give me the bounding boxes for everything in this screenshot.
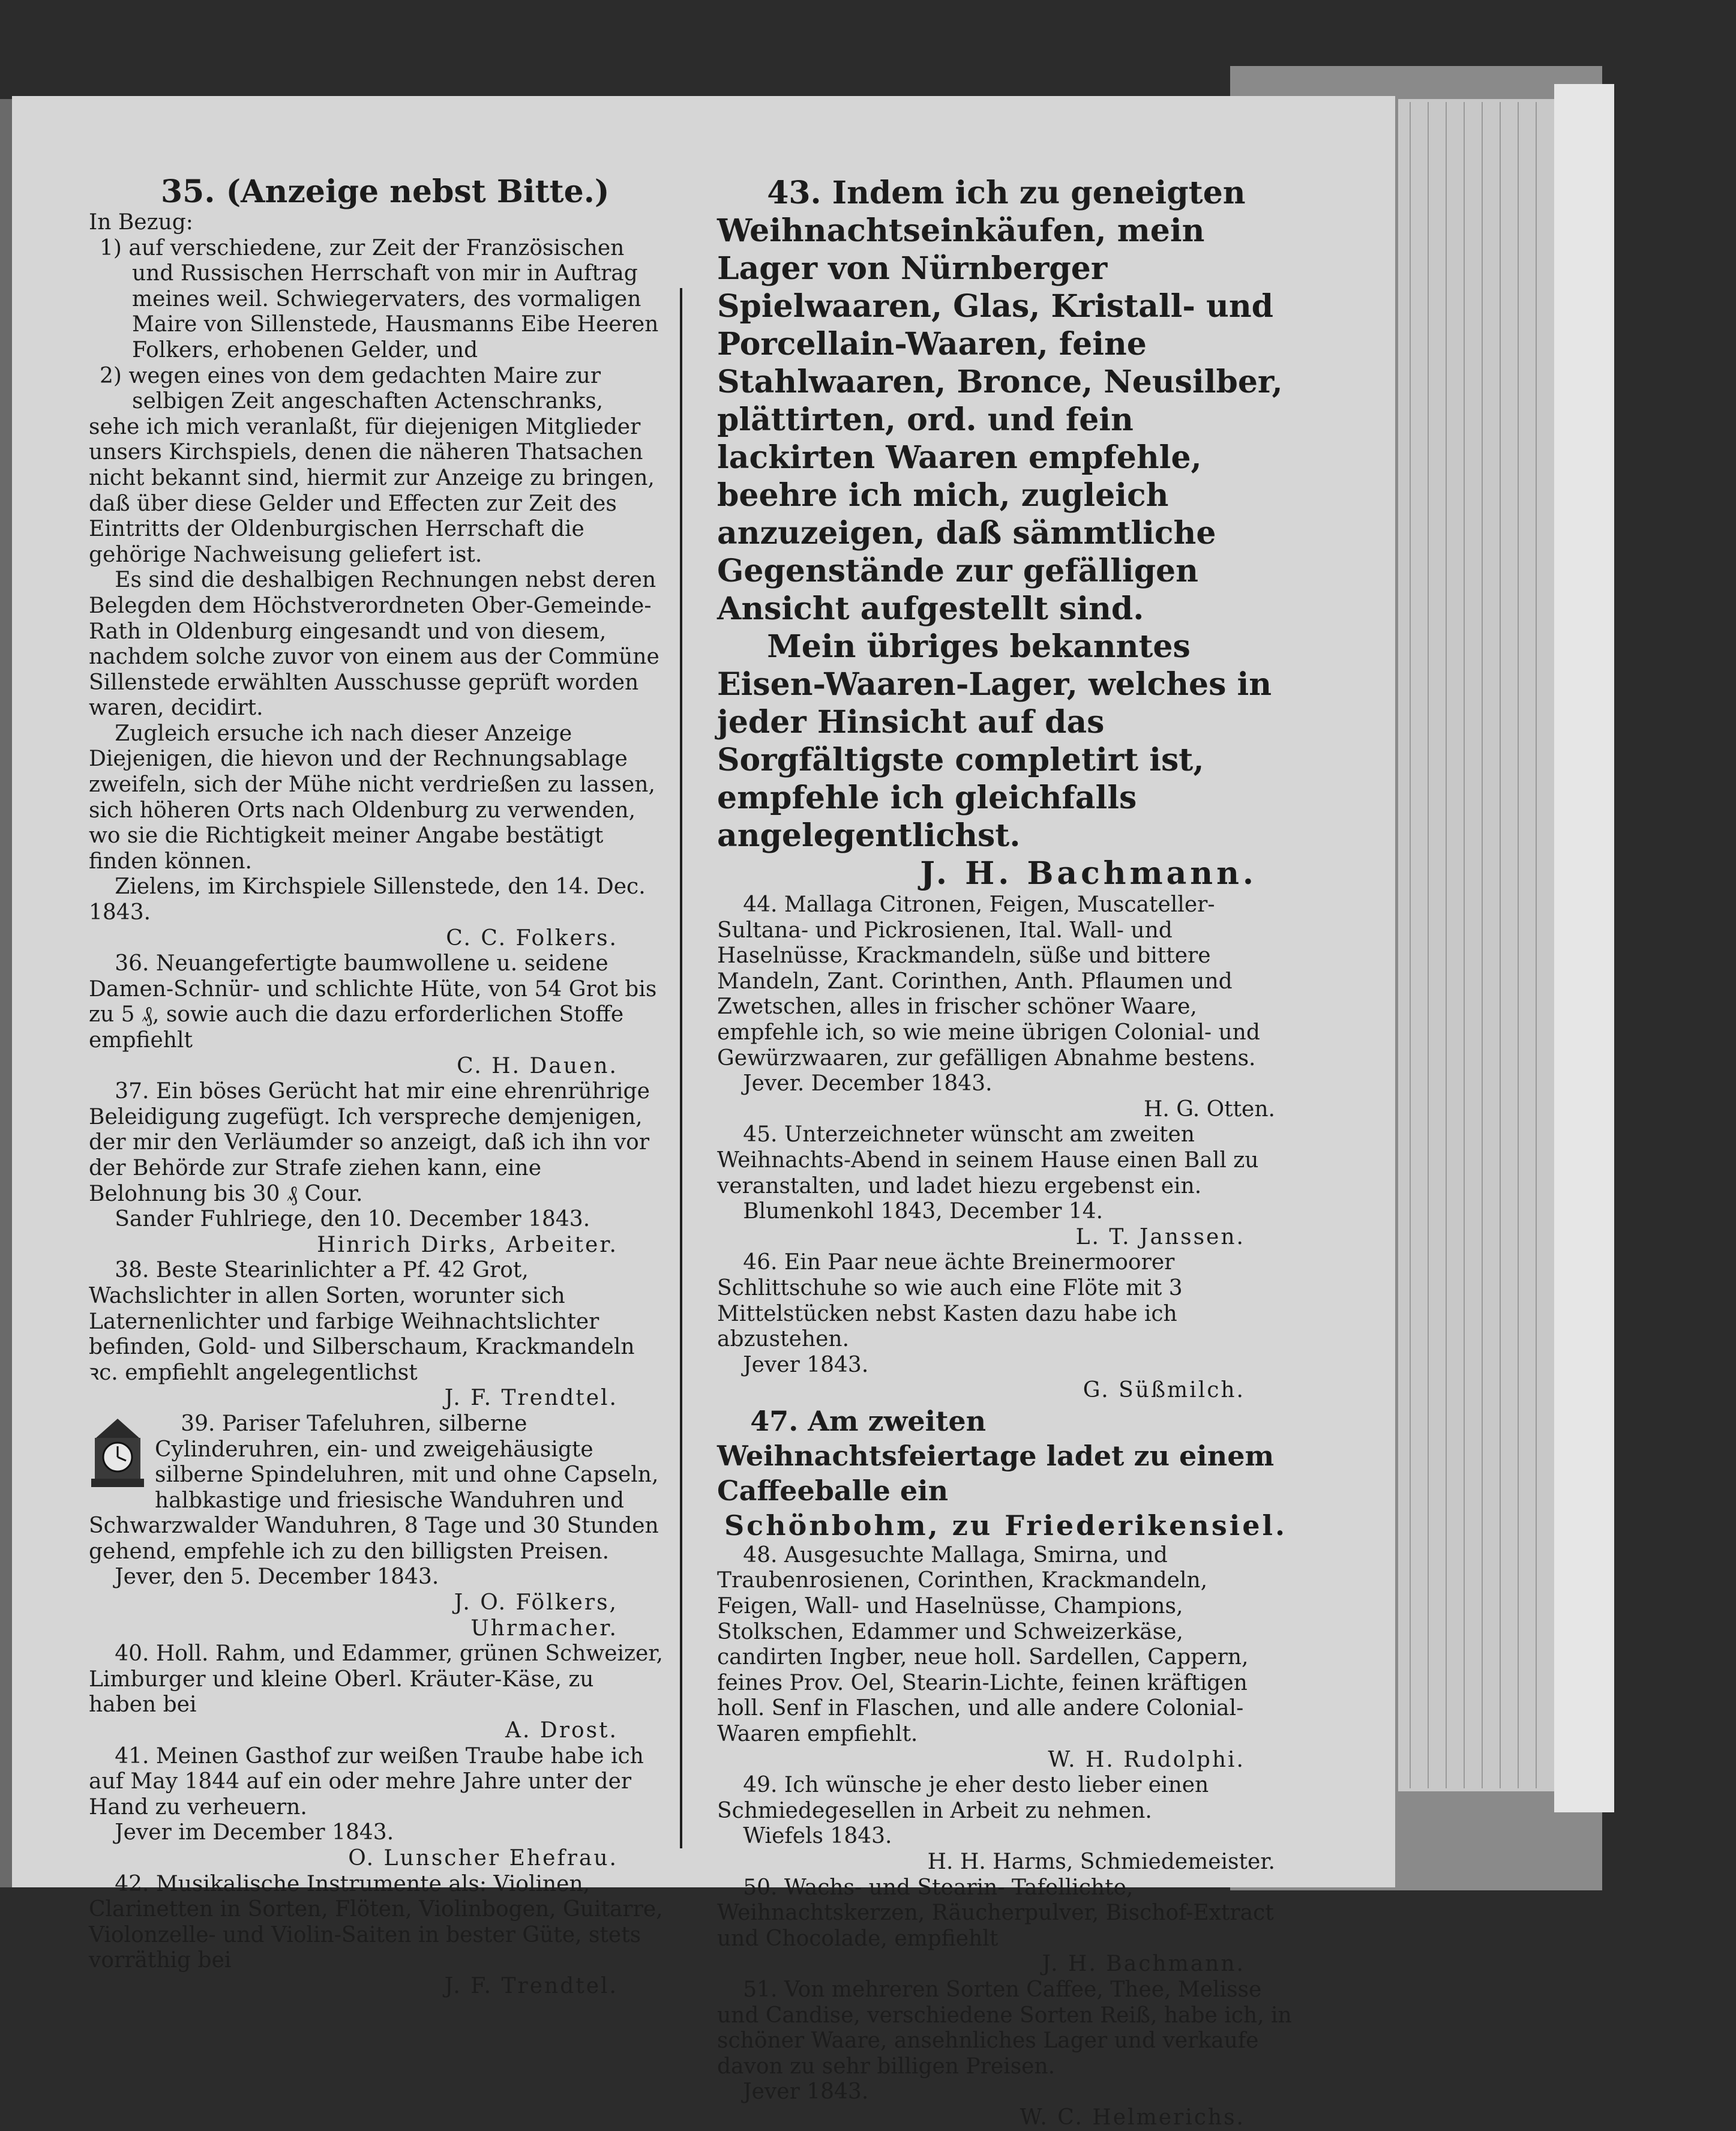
ad-46-signature: G. Süßmilch. xyxy=(1083,1378,1245,1403)
ad-36-text: 36. Neuangefertigte baumwollene u. seidene Damen-Schnür- und schlichte Hüte, von 54 Grot bis zu 5 ₰, sowie auch die dazu erforderlichen Stoffe empfiehlt xyxy=(89,951,657,1053)
ad-39-signature-role: Uhrmacher. xyxy=(470,1616,618,1641)
ad-37-place-date: Sander Fuhlriege, den 10. December 1843. xyxy=(115,1207,590,1232)
ad-39-place-date: Jever, den 5. December 1843. xyxy=(115,1564,439,1590)
ad-37-signature: Hinrich Dirks, Arbeiter. xyxy=(317,1232,618,1257)
ad-45 xyxy=(717,1122,1293,1250)
ad-41-place-date: Jever im December 1843. xyxy=(115,1820,394,1845)
ad-43-paragraph: Mein übriges bekanntes Eisen-Waaren-Lager, welches in jeder Hinsicht auf das Sorgfältigste completirt ist, empfehle ich gleichfalls angelegentlichst. xyxy=(717,628,1272,854)
left-column xyxy=(89,174,666,2000)
ad-47-text: 47. Am zweiten Weihnachtsfeiertage ladet zu einem Caffeeballe ein xyxy=(717,1404,1275,1507)
ad-42-text: 42. Musikalische Instrumente als: Violinen, Clarinetten in Sorten, Flöten, Violinbogen, Guitarre, Violonzelle- und Violin-Saiten in bester Güte, stets vorräthig bei xyxy=(89,1871,663,1973)
ad-51-text: 51. Von mehreren Sorten Caffee, Thee, Melisse und Candise, verschiedene Sorten Reiß, habe ich, in schöner Waare, ansehnliches Lager und verkaufe davon zu sehr billigen Preisen. xyxy=(717,1977,1292,2079)
ad-51-place-date: Jever 1843. xyxy=(743,2079,869,2105)
ad-40-text: 40. Holl. Rahm, und Edammer, grünen Schweizer, Limburger und kleine Oberl. Kräuter-Käse, zu haben bei xyxy=(89,1641,664,1718)
ad-36-signature: C. H. Dauen. xyxy=(457,1053,618,1078)
ad-46 xyxy=(717,1250,1293,1404)
ad-35-item-1: 1) auf verschiedene, zur Zeit der Französischen und Russischen Herrschaft von mir in Auftrag meines weil. Schwiegervaters, des vormaligen Maire von Sillenstede, Hausmanns Eibe Heeren Folkers, erhobenen Gelder, und xyxy=(100,235,659,362)
ad-35 xyxy=(89,174,666,951)
ad-48-text: 48. Ausgesuchte Mallaga, Smirna, und Traubenrosienen, Corinthen, Krackmandeln, Feigen, Wall- und Haselnüsse, Champions, Stolkschen, Edammer und Schweizerkäse, candirten Ingber, neue holl. Sardellen, Cappern, feines Prov. Oel, Stearin-Lichte, feinen kräftigen holl. Senf in Flaschen, und alle andere Colonial-Waaren empfiehlt. xyxy=(717,1542,1249,1747)
ad-44-signature: H. G. Otten. xyxy=(1143,1096,1275,1122)
ad-35-paragraph: Es sind die deshalbigen Rechnungen nebst deren Belegden dem Höchstverordneten Ober-Gemeinde-Rath in Oldenburg eingesandt und von diesem, nachdem solche zuvor von einem aus der Commüne Sillenstede erwählten Ausschusse geprüft worden waren, decidirt. xyxy=(89,568,659,721)
ad-35-paragraph: Zugleich ersuche ich nach dieser Anzeige Diejenigen, die hievon und der Rechnungsablage zweifeln, sich der Mühe nicht verdrießen zu lassen, sich höheren Orts nach Oldenburg zu verwenden, wo sie die Richtigkeit meiner Angabe bestätigt finden können. xyxy=(89,721,655,874)
ad-42-signature: J. F. Trendtel. xyxy=(444,1973,618,1998)
ad-35-paragraph: sehe ich mich veranlaßt, für diejenigen Mitglieder unsers Kirchspiels, denen die näheren Thatsachen nicht bekannt sind, hiermit zur Anzeige zu bringen, daß über diese Gelder und Effecten zur Zeit des Eintritts der Oldenburgischen Herrschaft die gehörige Nachweisung geliefert ist. xyxy=(89,414,655,567)
ad-48-signature: W. H. Rudolphi. xyxy=(1048,1747,1245,1772)
ad-51-signature: W. C. Helmerichs. xyxy=(1020,2105,1245,2130)
ad-49-text: 49. Ich wünsche je eher desto lieber einen Schmiedegesellen in Arbeit zu nehmen. xyxy=(717,1773,1209,1823)
ad-41 xyxy=(89,1744,666,1872)
ad-51 xyxy=(717,1977,1293,2131)
ad-46-place-date: Jever 1843. xyxy=(743,1352,869,1377)
column-divider xyxy=(680,288,682,1848)
ad-49-place-date: Wiefels 1843. xyxy=(743,1824,892,1849)
ad-50-text: 50. Wachs- und Stearin- Tafellichte, Weihnachtskerzen, Räucherpulver, Bischof-Extract und Chocolade, empfiehlt xyxy=(717,1875,1274,1951)
ad-35-intro: In Bezug: xyxy=(89,210,193,235)
ad-37 xyxy=(89,1079,666,1258)
ad-40-signature: A. Drost. xyxy=(505,1718,618,1743)
ad-38 xyxy=(89,1258,666,1411)
ad-43-paragraph: 43. Indem ich zu geneigten Weihnachtseinkäufen, mein Lager von Nürnberger Spielwaaren, Glas, Kristall- und Porcellain-Waaren, feine Stahlwaaren, Bronce, Neusilber, plättirten, ord. und fein lackirten Waaren empfehle, beehre ich mich, zugleich anzuzeigen, daß sämmtliche Gegenstände zur gefälligen Ansicht aufgestellt sind. xyxy=(717,175,1283,627)
ad-39-text: 39. Pariser Tafeluhren, silberne Cylinderuhren, ein- und zweigehäusigte silberne Spindeluhren, mit und ohne Capseln, halbkastige und friesische Wanduhren und Schwarzwalder Wanduhren, 8 Tage und 30 Stunden gehend, empfehle ich zu den billigsten Preisen. xyxy=(89,1411,659,1564)
ad-37-text: 37. Ein böses Gerücht hat mir eine ehrenrührige Beleidigung zugefügt. Ich verspreche demjenigen, der mir den Verläumder so anzeigt, daß ich ihn vor der Behörde zur Strafe ziehen kann, eine Belohnung bis 30 ₰ Cour. xyxy=(89,1079,650,1206)
ad-48 xyxy=(717,1543,1293,1773)
right-column xyxy=(717,174,1293,2131)
ad-44 xyxy=(717,892,1293,1122)
ad-35-item-2: 2) wegen eines von dem gedachten Maire zur selbigen Zeit angeschaften Actenschranks, xyxy=(100,363,604,414)
ad-39-signature: J. O. Fölkers, xyxy=(454,1590,618,1616)
ad-45-signature: L. T. Janssen. xyxy=(1075,1224,1245,1249)
ad-43 xyxy=(717,174,1293,892)
ad-38-text: 38. Beste Stearinlichter a Pf. 42 Grot, Wachslichter in allen Sorten, worunter sich Laternenlichter und farbige Weihnachtslichter befinden, Gold- und Silberschaum, Krackmandeln ꝛc. empfiehlt angelegentlichst xyxy=(89,1258,635,1385)
ad-42 xyxy=(89,1872,666,2000)
ad-49-signature: H. H. Harms, Schmiedemeister. xyxy=(927,1850,1275,1874)
ad-41-signature: O. Lunscher Ehefrau. xyxy=(348,1846,618,1871)
ad-47 xyxy=(717,1404,1293,1543)
ad-46-text: 46. Ein Paar neue ächte Breinermoorer Schlittschuhe so wie auch eine Flöte mit 3 Mittelstücken nebst Kasten dazu habe ich abzustehen. xyxy=(717,1250,1183,1352)
mantel-clock-icon xyxy=(89,1415,146,1489)
ad-40 xyxy=(89,1641,666,1743)
ad-39 xyxy=(89,1411,666,1641)
ad-35-signature: C. C. Folkers. xyxy=(446,925,618,951)
ad-35-heading: 35. (Anzeige nebst Bitte.) xyxy=(161,173,610,210)
ad-44-text: 44. Mallaga Citronen, Feigen, Muscateller- Sultana- und Pickrosienen, Ital. Wall- und Haselnüsse, Krackmandeln, süße und bittere Mandeln, Zant. Corinthen, Anth. Pflaumen und Zwetschen, alles in frischer schöner Waare, empfehle ich, so wie meine übrigen Colonial- und Gewürzwaaren, zur gefälligen Abnahme bestens. xyxy=(717,892,1260,1071)
ad-45-place-date: Blumenkohl 1843, December 14. xyxy=(743,1199,1104,1224)
ad-50 xyxy=(717,1875,1293,1977)
ad-49 xyxy=(717,1773,1293,1875)
ad-44-place-date: Jever. December 1843. xyxy=(743,1071,993,1096)
ad-43-signature: J. H. Bachmann. xyxy=(920,855,1257,892)
ad-36 xyxy=(89,951,666,1079)
ad-45-text: 45. Unterzeichneter wünscht am zweiten Weihnachts-Abend in seinem Hause einen Ball zu veranstalten, und ladet hiezu ergebenst ein. xyxy=(717,1122,1259,1198)
ad-50-signature: J. H. Bachmann. xyxy=(1042,1952,1245,1977)
book-page xyxy=(12,96,1395,2130)
ad-41-text: 41. Meinen Gasthof zur weißen Traube habe ich auf May 1844 auf ein oder mehre Jahre unter der Hand zu verheuern. xyxy=(89,1743,644,1820)
ad-38-signature: J. F. Trendtel. xyxy=(444,1386,618,1411)
ad-47-signature: Schönbohm, zu Friederikensiel. xyxy=(724,1509,1287,1542)
ad-35-place-date: Zielens, im Kirchspiele Sillenstede, den 14. Dec. 1843. xyxy=(89,874,646,925)
